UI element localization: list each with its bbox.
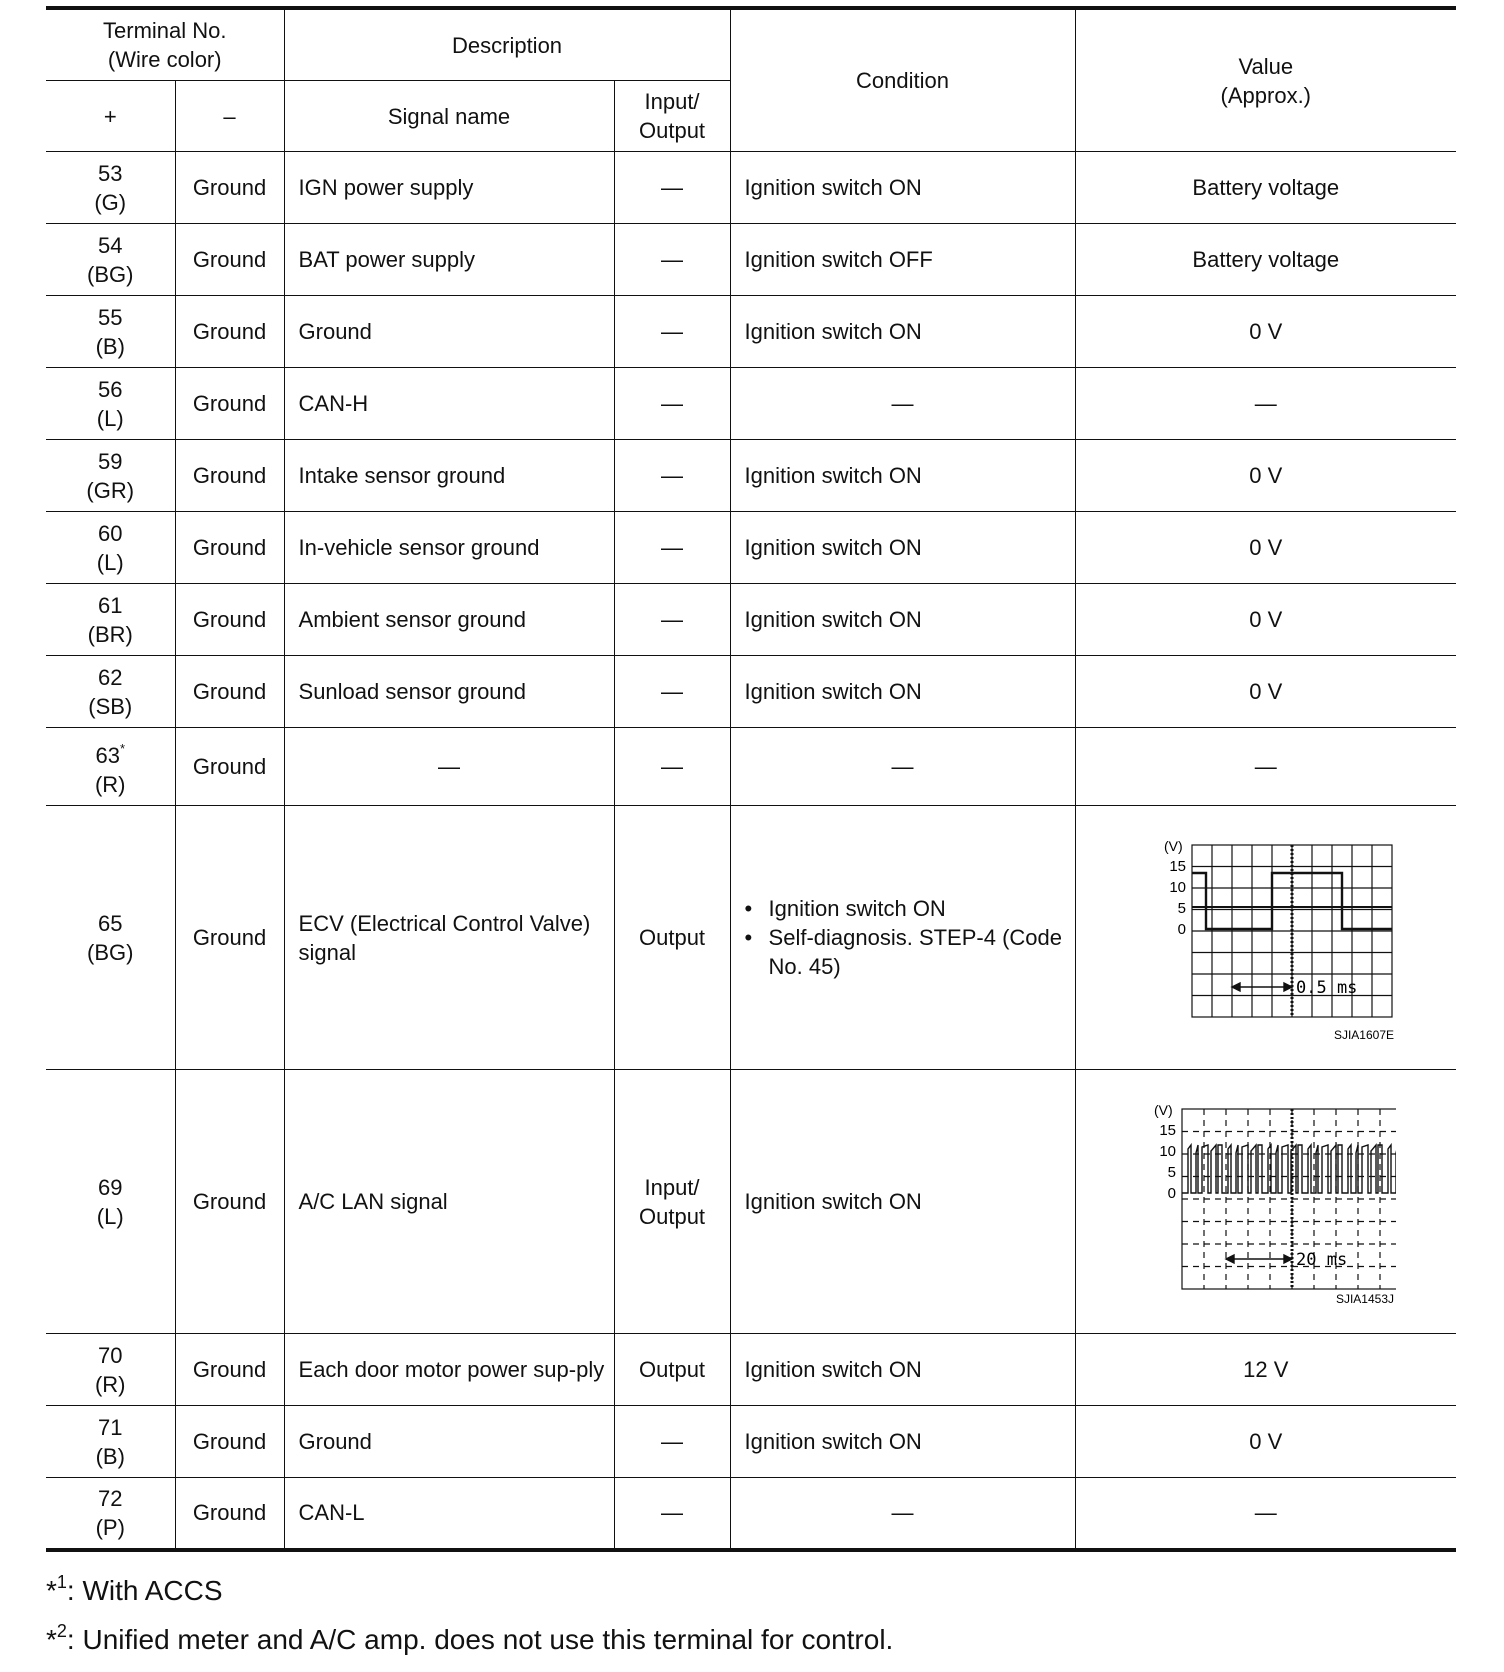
terminal-cell [46, 368, 175, 440]
minus-cell: Ground [175, 1070, 284, 1334]
minus-cell: Ground [175, 152, 284, 224]
terminal-number: 60 [98, 520, 123, 546]
minus-cell: Ground [175, 512, 284, 584]
table-row [46, 806, 1456, 1070]
input-output-cell: Output [614, 806, 730, 1070]
value-cell: 0 V [1075, 296, 1456, 368]
wire-color: (BG) [87, 939, 134, 965]
wire-color: (G) [94, 189, 127, 215]
waveform-tick-label: 5 [1167, 1163, 1176, 1181]
condition-cell: Ignition switch ON [730, 152, 1075, 224]
waveform-oscilloscope-1 [1136, 1097, 1396, 1307]
waveform-reference-code: SJIA1453J [1335, 1291, 1394, 1306]
signal-name-cell: Ground [284, 296, 614, 368]
table-row [46, 584, 1456, 656]
condition-item: • Ignition switch ON [745, 894, 1067, 923]
waveform-tick-label: 0 [1167, 1184, 1176, 1202]
table-row [46, 368, 1456, 440]
terminal-number: 69 [98, 1174, 123, 1200]
waveform-tick-label: 15 [1169, 857, 1186, 875]
table-body [46, 152, 1456, 1550]
signal-name-cell: ECV (Electrical Control Valve) signal [284, 806, 614, 1070]
condition-item: • Self-diagnosis. STEP-4 (Code No. 45) [745, 923, 1067, 981]
condition-cell [730, 806, 1075, 1070]
condition-cell: — [730, 1478, 1075, 1550]
condition-cell: — [730, 368, 1075, 440]
terminal-cell [46, 1070, 175, 1334]
footnote-2: *$^2$: Unified meter and A/C amp. does not use this terminal for control. [46, 1621, 894, 1655]
wire-color: (SB) [88, 693, 133, 719]
condition-cell: Ignition switch OFF [730, 224, 1075, 296]
header-signal-name: Signal name [284, 81, 614, 152]
table-row [46, 512, 1456, 584]
value-cell: Battery voltage [1075, 224, 1456, 296]
minus-cell: Ground [175, 584, 284, 656]
header-minus: – [175, 81, 284, 152]
value-cell: Battery voltage [1075, 152, 1456, 224]
footnote-marker: * [119, 741, 126, 756]
table-row [46, 224, 1456, 296]
minus-cell: Ground [175, 1334, 284, 1406]
terminal-number: 55 [98, 304, 123, 330]
wire-color: (L) [96, 1203, 124, 1229]
value-cell [1075, 1070, 1456, 1334]
header-input-output: Input/ Output [614, 81, 730, 152]
signal-name-cell: IGN power supply [284, 152, 614, 224]
signal-name-cell: CAN-H [284, 368, 614, 440]
terminal-number: 63 [95, 743, 120, 768]
terminal-number: 54 [98, 232, 123, 258]
value-cell: 0 V [1075, 1406, 1456, 1478]
header-condition: Condition [730, 8, 1075, 152]
signal-name-cell: — [284, 728, 614, 806]
waveform-unit-label: (V) [1153, 1101, 1173, 1118]
table-row [46, 1070, 1456, 1334]
waveform-timescale-arrow [1226, 1255, 1292, 1263]
waveform-unit-label: (V) [1163, 837, 1183, 854]
table-row [46, 1406, 1456, 1478]
wire-color: (P) [95, 1514, 125, 1540]
value-cell [1075, 806, 1456, 1070]
terminal-table [46, 6, 1456, 1552]
wire-color: (B) [95, 1443, 125, 1469]
minus-cell: Ground [175, 728, 284, 806]
value-cell: — [1075, 728, 1456, 806]
terminal-number: 61 [98, 592, 123, 618]
signal-name-cell: Ambient sensor ground [284, 584, 614, 656]
terminal-cell [46, 806, 175, 1070]
terminal-cell [46, 1478, 175, 1550]
minus-cell: Ground [175, 1406, 284, 1478]
table-row [46, 1478, 1456, 1550]
signal-name-cell: CAN-L [284, 1478, 614, 1550]
condition-cell: Ignition switch ON [730, 512, 1075, 584]
minus-cell: Ground [175, 224, 284, 296]
footnote-1: *$^1$: With ACCS [46, 1572, 223, 1606]
waveform-trace [1182, 1145, 1396, 1193]
input-output-cell: Input/ Output [614, 1070, 730, 1334]
input-output-cell: — [614, 368, 730, 440]
header-terminal: Terminal No. (Wire color) [46, 8, 284, 81]
waveform-reference-code: SJIA1607E [1333, 1027, 1394, 1042]
waveform-tick-label: 5 [1177, 899, 1186, 917]
signal-name-cell: Intake sensor ground [284, 440, 614, 512]
terminal-number: 59 [98, 448, 123, 474]
terminal-cell [46, 656, 175, 728]
terminal-number: 70 [98, 1342, 123, 1368]
minus-cell: Ground [175, 1478, 284, 1550]
table-row [46, 1334, 1456, 1406]
input-output-cell: — [614, 296, 730, 368]
input-output-cell: — [614, 224, 730, 296]
table-row [46, 728, 1456, 806]
terminal-number: 65 [98, 910, 123, 936]
input-output-cell: — [614, 656, 730, 728]
waveform-timescale-label: 0.5 ms [1295, 977, 1358, 998]
input-output-cell: — [614, 440, 730, 512]
condition-cell: Ignition switch ON [730, 1406, 1075, 1478]
terminal-cell [46, 728, 175, 806]
input-output-cell: Output [614, 1334, 730, 1406]
condition-cell: Ignition switch ON [730, 656, 1075, 728]
table-row [46, 656, 1456, 728]
input-output-cell: — [614, 728, 730, 806]
wire-color: (L) [96, 549, 124, 575]
value-cell: 0 V [1075, 584, 1456, 656]
waveform-oscilloscope-0 [1136, 833, 1396, 1043]
table-row [46, 152, 1456, 224]
signal-name-cell: Sunload sensor ground [284, 656, 614, 728]
condition-list [731, 894, 1075, 981]
input-output-cell: — [614, 1406, 730, 1478]
waveform-tick-label: 10 [1159, 1142, 1176, 1160]
minus-cell: Ground [175, 440, 284, 512]
header-value: Value (Approx.) [1075, 8, 1456, 152]
input-output-cell: — [614, 512, 730, 584]
terminal-number: 71 [98, 1414, 123, 1440]
wire-color: (R) [94, 1371, 126, 1397]
value-cell: 0 V [1075, 656, 1456, 728]
terminal-number: 72 [98, 1485, 123, 1511]
condition-cell: — [730, 728, 1075, 806]
wire-color: (GR) [86, 477, 135, 503]
input-output-cell: — [614, 152, 730, 224]
value-cell: 0 V [1075, 440, 1456, 512]
header-plus: + [46, 81, 175, 152]
minus-cell: Ground [175, 368, 284, 440]
minus-cell: Ground [175, 656, 284, 728]
condition-cell: Ignition switch ON [730, 296, 1075, 368]
wire-color: (BG) [87, 261, 134, 287]
terminal-cell [46, 152, 175, 224]
waveform-tick-label: 0 [1177, 920, 1186, 938]
input-output-cell: — [614, 1478, 730, 1550]
terminal-table-sheet [46, 6, 1456, 1552]
wire-color: (R) [94, 772, 126, 797]
signal-name-cell: Each door motor power sup-ply [284, 1334, 614, 1406]
terminal-cell [46, 224, 175, 296]
waveform-tick-label: 10 [1169, 878, 1186, 896]
value-cell: 0 V [1075, 512, 1456, 584]
minus-cell: Ground [175, 296, 284, 368]
signal-name-cell: A/C LAN signal [284, 1070, 614, 1334]
footnotes [46, 1562, 893, 1660]
terminal-cell [46, 296, 175, 368]
wire-color: (BR) [87, 621, 133, 647]
wire-color: (B) [95, 333, 125, 359]
terminal-number: 53 [98, 160, 123, 186]
table-row [46, 296, 1456, 368]
header-description: Description [284, 8, 730, 81]
waveform-grid [1182, 1109, 1396, 1289]
signal-name-cell: Ground [284, 1406, 614, 1478]
condition-cell: Ignition switch ON [730, 1070, 1075, 1334]
terminal-cell [46, 1406, 175, 1478]
terminal-cell [46, 512, 175, 584]
condition-cell: Ignition switch ON [730, 1334, 1075, 1406]
terminal-number: 56 [98, 376, 123, 402]
terminal-cell [46, 440, 175, 512]
value-cell: — [1075, 368, 1456, 440]
value-cell: — [1075, 1478, 1456, 1550]
minus-cell: Ground [175, 806, 284, 1070]
terminal-cell [46, 584, 175, 656]
waveform-timescale-arrow [1232, 983, 1292, 991]
signal-name-cell: In-vehicle sensor ground [284, 512, 614, 584]
signal-name-cell: BAT power supply [284, 224, 614, 296]
terminal-cell [46, 1334, 175, 1406]
wire-color: (L) [96, 405, 124, 431]
input-output-cell: — [614, 584, 730, 656]
value-cell: 12 V [1075, 1334, 1456, 1406]
terminal-number: 62 [98, 664, 123, 690]
terminal-number-wrap [46, 734, 175, 770]
table-row [46, 440, 1456, 512]
waveform-timescale-label: 20 ms [1295, 1249, 1347, 1270]
condition-cell: Ignition switch ON [730, 584, 1075, 656]
condition-cell: Ignition switch ON [730, 440, 1075, 512]
waveform-tick-label: 15 [1159, 1121, 1176, 1139]
